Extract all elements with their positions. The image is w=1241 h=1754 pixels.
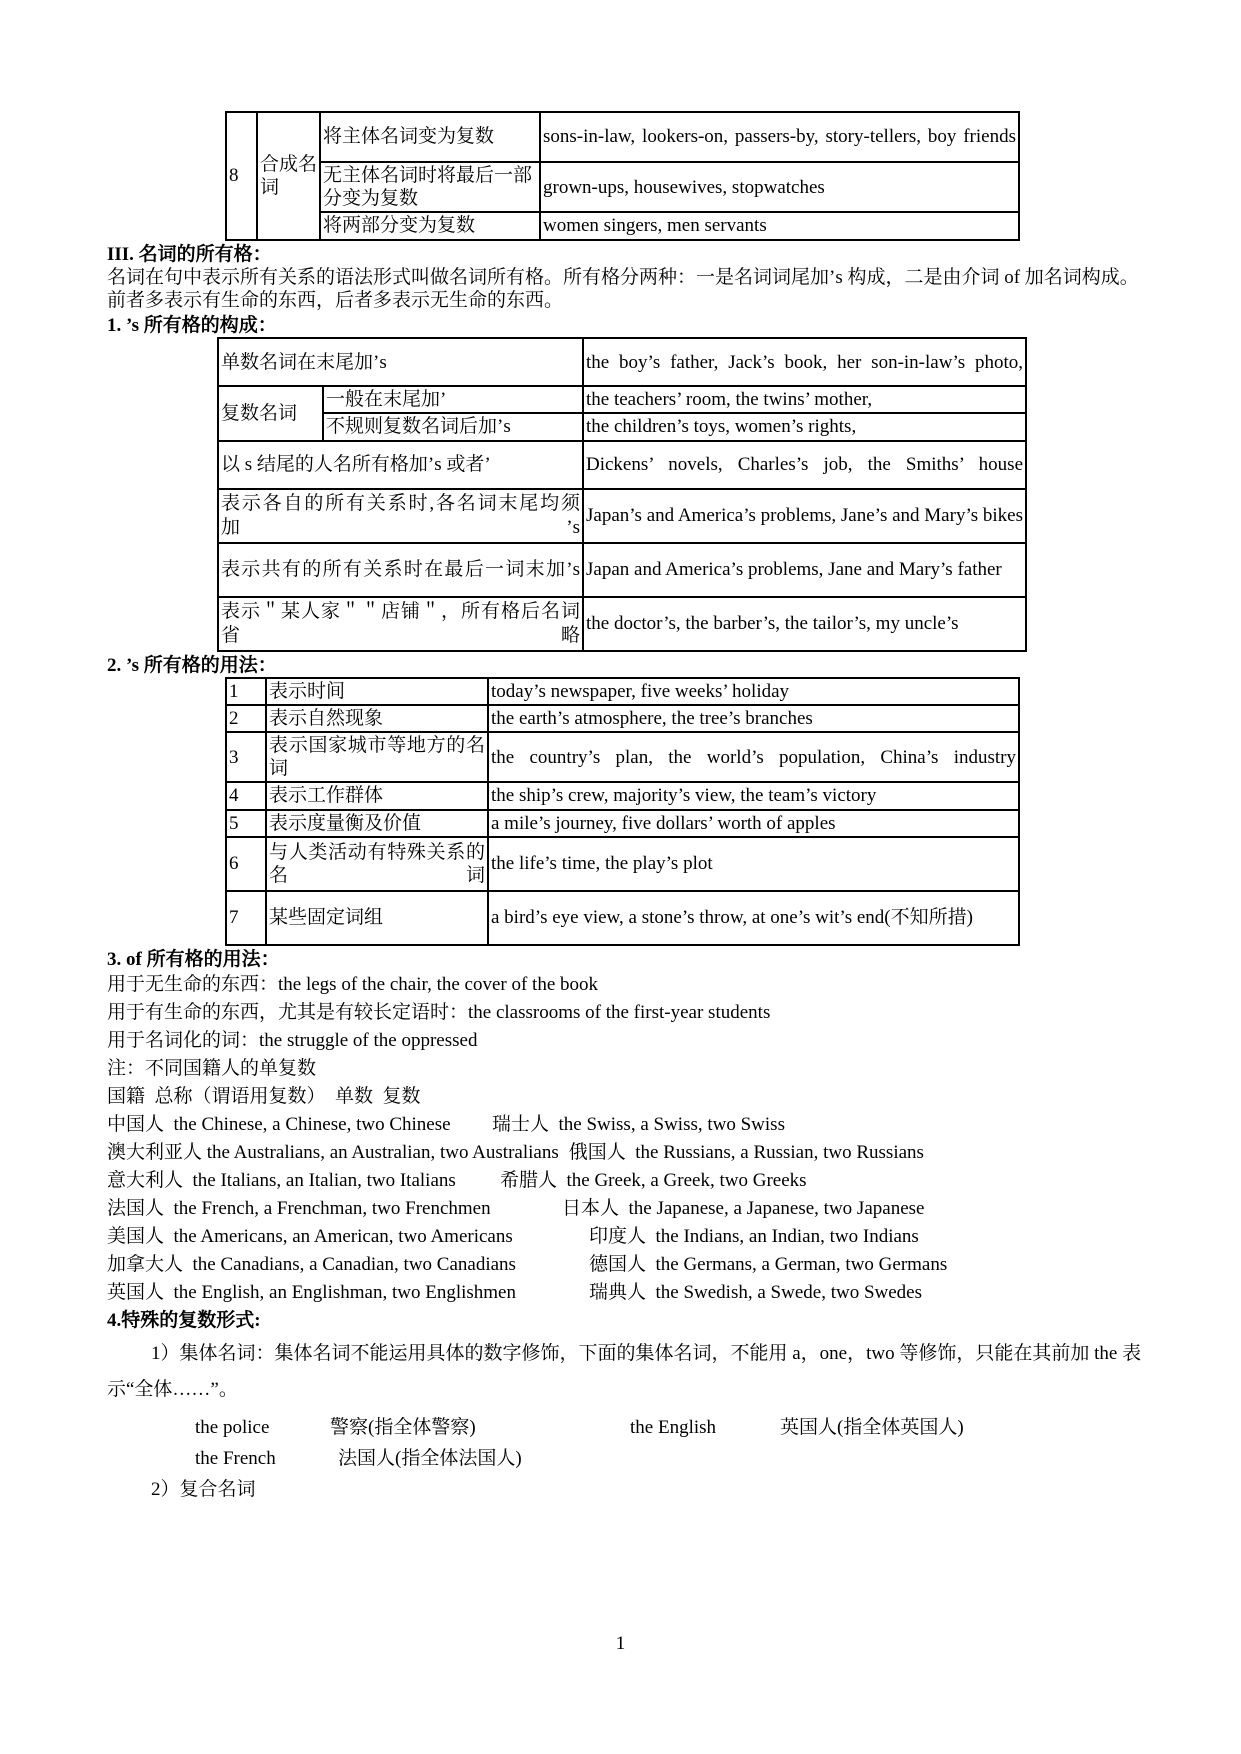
collective-noun-note: 1）集体名词：集体名词不能运用具体的数字修饰，下面的集体名词，不能用 a，one，two 等修饰，只能在其前加 the 表示“全体……”。 — [107, 1343, 1142, 1401]
row-number: 8 — [226, 112, 257, 240]
examples-cell: Japan’s and America’s problems, Jane’s and Mary’s bikes — [583, 489, 1026, 543]
nationality-right: 日本人 the Japanese, a Japanese, two Japanese — [562, 1197, 925, 1219]
table-row — [226, 705, 1019, 732]
table-row — [218, 489, 1026, 543]
examples-cell: the country’s plan, the world’s population, China’s industry — [488, 732, 1019, 782]
list-item — [107, 1195, 1147, 1223]
part4-heading: 4.特殊的复数形式: — [107, 1309, 261, 1331]
text-line: 用于名词化的词：the struggle of the oppressed — [107, 1029, 478, 1051]
example-en: the English — [630, 1417, 717, 1439]
usage-cell: 表示时间 — [266, 678, 488, 705]
table-row — [218, 386, 1026, 413]
table-row — [218, 597, 1026, 651]
examples-cell: the doctor’s, the barber’s, the tailor’s, my uncle’s — [583, 597, 1026, 651]
table-row — [226, 162, 1019, 212]
list-item — [107, 1111, 1147, 1139]
section-intro: 名词在句中表示所有关系的语法形式叫做名词所有格。所有格分两种：一是名词词尾加’s 构成，二是由介词 of 加名词构成。前者多表示有生命的东西，后者多表示无生命的东西。 — [107, 266, 1139, 311]
examples-block — [107, 1416, 1147, 1470]
compound-noun-table — [225, 111, 1020, 241]
examples-cell: grown-ups, housewives, stopwatches — [540, 162, 1019, 212]
list-item — [107, 1279, 1147, 1307]
examples-cell: the ship’s crew, majority’s view, the team’s victory — [488, 782, 1019, 809]
rule-cell: 将主体名词变为复数 — [320, 112, 540, 162]
examples-cell: the boy’s father, Jack’s book, her son-in-law’s photo, — [583, 338, 1026, 386]
example-zh: 法国人(指全体法国人) — [338, 1448, 522, 1470]
row-number: 4 — [226, 782, 266, 809]
nationality-right: 瑞士人 the Swiss, a Swiss, two Swiss — [492, 1113, 785, 1135]
list-item — [107, 1167, 1147, 1195]
usage-cell: 表示自然现象 — [266, 705, 488, 732]
examples-cell: a mile’s journey, five dollars’ worth of apples — [488, 810, 1019, 837]
table-row — [226, 678, 1019, 705]
rule-cell: 不规则复数名词后加’s — [323, 413, 583, 440]
example-zh: 英国人(指全体英国人) — [780, 1417, 964, 1439]
nationality-right: 瑞典人 the Swedish, a Swede, two Swedes — [589, 1281, 922, 1303]
row-number: 3 — [226, 732, 266, 782]
possessive-formation-table — [217, 337, 1027, 651]
text-line: 用于有生命的东西，尤其是有较长定语时：the classrooms of the first-year students — [107, 1001, 771, 1023]
nationality-left: 加拿大人 the Canadians, a Canadian, two Canadians — [107, 1253, 516, 1275]
nationality-left: 意大利人 the Italians, an Italian, two Italians — [107, 1169, 456, 1191]
usage-cell: 表示工作群体 — [266, 782, 488, 809]
page-number: 1 — [615, 1633, 626, 1654]
nationality-right: 俄国人 the Russians, a Russian, two Russians — [568, 1141, 924, 1163]
compound-noun-heading: 2）复合名词 — [151, 1479, 256, 1501]
examples-cell: sons-in-law, lookers-on, passers-by, story-tellers, boy friends — [540, 112, 1019, 162]
usage-cell: 某些固定词组 — [266, 891, 488, 945]
part2-heading: 2. ’s 所有格的用法： — [107, 654, 277, 676]
nationality-left: 中国人 the Chinese, a Chinese, two Chinese — [107, 1113, 451, 1135]
table-row — [218, 441, 1026, 489]
rule-cell: 一般在末尾加’ — [323, 386, 583, 413]
nationality-left: 法国人 the French, a Frenchman, two Frenchmen — [107, 1197, 491, 1219]
possessive-usage-table — [225, 677, 1020, 946]
examples-cell: the teachers’ room, the twins’ mother, — [583, 386, 1026, 413]
examples-cell: the children’s toys, women’s rights, — [583, 413, 1026, 440]
nationality-right: 德国人 the Germans, a German, two Germans — [589, 1253, 948, 1275]
table-row — [226, 891, 1019, 945]
table-row — [218, 413, 1026, 440]
examples-cell: women singers, men servants — [540, 212, 1019, 239]
table-row — [226, 112, 1019, 162]
row-number: 5 — [226, 810, 266, 837]
text-line: 注：不同国籍人的单复数 — [107, 1057, 317, 1079]
nationality-right: 希腊人 the Greek, a Greek, two Greeks — [500, 1169, 807, 1191]
example-en: the French — [195, 1448, 276, 1470]
usage-cell: 表示度量衡及价值 — [266, 810, 488, 837]
document-page — [107, 111, 1147, 1502]
row-number: 1 — [226, 678, 266, 705]
list-item — [107, 1251, 1147, 1279]
list-item — [107, 1139, 1147, 1167]
rule-cell: 表示＂某人家＂＂店铺＂，所有格后名词省略 — [218, 597, 583, 651]
row-number: 6 — [226, 837, 266, 891]
rule-cell: 将两部分变为复数 — [320, 212, 540, 239]
part1-heading: 1. ’s 所有格的构成： — [107, 315, 277, 337]
rule-cell: 表示共有的所有关系时在最后一词末加’s — [218, 543, 583, 597]
table-row — [218, 338, 1026, 386]
table-row — [226, 837, 1019, 891]
nationality-right: 印度人 the Indians, an Indian, two Indians — [589, 1225, 919, 1247]
row-number: 7 — [226, 891, 266, 945]
nationality-left: 美国人 the Americans, an American, two Americans — [107, 1225, 513, 1247]
table-row — [226, 782, 1019, 809]
list-item — [107, 1416, 1147, 1439]
nationality-left: 英国人 the English, an Englishman, two Englishmen — [107, 1281, 516, 1303]
table-row — [218, 543, 1026, 597]
category-cell: 合成名词 — [257, 112, 320, 240]
example-zh: 警察(指全体警察) — [330, 1417, 476, 1439]
text-line: 用于无生命的东西：the legs of the chair, the cover of the book — [107, 973, 599, 995]
examples-cell: the life’s time, the play’s plot — [488, 837, 1019, 891]
rule-cell: 单数名词在末尾加’s — [218, 338, 583, 386]
part3-heading: 3. of 所有格的用法： — [107, 948, 280, 970]
example-en: the police — [195, 1417, 270, 1439]
table-row — [226, 212, 1019, 239]
examples-cell: Dickens’ novels, Charles’s job, the Smiths’ house — [583, 441, 1026, 489]
group-cell: 复数名词 — [218, 386, 323, 440]
usage-cell: 表示国家城市等地方的名词 — [266, 732, 488, 782]
nationality-list — [107, 1111, 1147, 1307]
text-line: 国籍 总称（谓语用复数） 单数 复数 — [107, 1085, 421, 1107]
table-row — [226, 810, 1019, 837]
list-item — [107, 1447, 1147, 1470]
section-heading: III. 名词的所有格： — [107, 243, 272, 265]
examples-cell: a bird’s eye view, a stone’s throw, at one’s wit’s end(不知所措) — [488, 891, 1019, 945]
examples-cell: Japan and America’s problems, Jane and Mary’s father — [583, 543, 1026, 597]
nationality-left: 澳大利亚人 the Australians, an Australian, two Australians — [107, 1141, 559, 1163]
rule-cell: 以 s 结尾的人名所有格加’s 或者’ — [218, 441, 583, 489]
usage-cell: 与人类活动有特殊关系的名词 — [266, 837, 488, 891]
list-item — [107, 1223, 1147, 1251]
examples-cell: today’s newspaper, five weeks’ holiday — [488, 678, 1019, 705]
table-row — [226, 732, 1019, 782]
examples-cell: the earth’s atmosphere, the tree’s branches — [488, 705, 1019, 732]
rule-cell: 表示各自的所有关系时,各名词末尾均须加’s — [218, 489, 583, 543]
rule-cell: 无主体名词时将最后一部分变为复数 — [320, 162, 540, 212]
row-number: 2 — [226, 705, 266, 732]
